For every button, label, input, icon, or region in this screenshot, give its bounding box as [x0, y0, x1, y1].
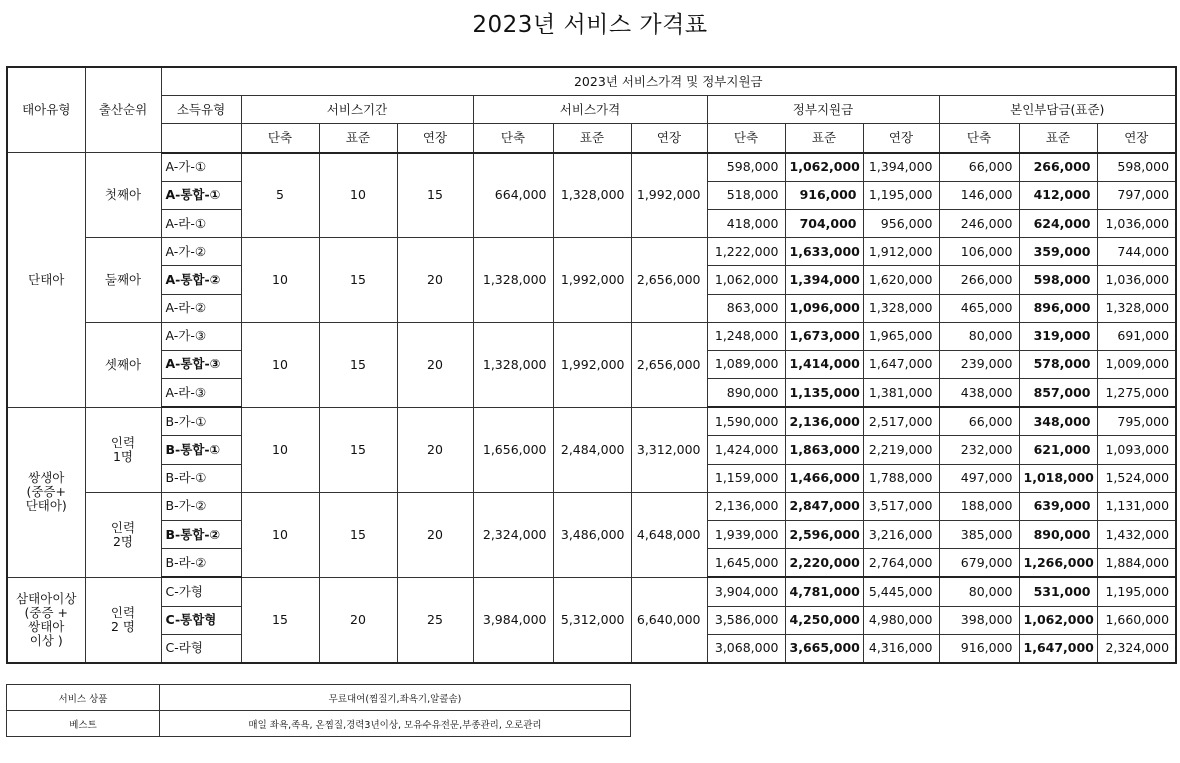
- copay-long-cell: 691,000: [1097, 322, 1176, 350]
- subsidy-std-cell: 1,466,000: [785, 464, 863, 492]
- copay-std-cell: 359,000: [1019, 238, 1097, 266]
- period-long-cell: 20: [397, 238, 473, 323]
- birth-order-cell: [85, 322, 161, 407]
- income-type-cell: C-가형: [161, 577, 241, 606]
- income-type-cell: C-라형: [161, 634, 241, 663]
- subsidy-long-cell: 3,517,000: [863, 492, 939, 520]
- price-long-cell: 4,648,000: [631, 492, 707, 577]
- copay-short-cell: 80,000: [939, 577, 1019, 606]
- page-title: 2023년 서비스 가격표: [472, 12, 708, 38]
- subsidy-long-cell: 4,316,000: [863, 634, 939, 663]
- product-value: 매일 좌욕,족욕, 온찜질,경력3년이상, 모유수유전문,부종관리, 오로관리: [160, 711, 631, 737]
- birth-order-cell: [85, 492, 161, 577]
- birth-order-line: 인력: [110, 604, 136, 620]
- subsidy-long-cell: 1,912,000: [863, 238, 939, 266]
- birth-order-line: 셋째아: [104, 356, 142, 372]
- income-type-cell: A-라-②: [161, 294, 241, 322]
- subsidy-long-cell: 5,445,000: [863, 577, 939, 606]
- fetus-type-line: 단태아): [25, 498, 67, 514]
- subsidy-short-cell: 1,089,000: [707, 350, 785, 378]
- subsidy-std-cell: 1,096,000: [785, 294, 863, 322]
- subsidy-short-cell: 1,424,000: [707, 436, 785, 464]
- copay-std-cell: 1,266,000: [1019, 549, 1097, 578]
- table-row: [7, 153, 1176, 182]
- birth-order-line: 인력: [110, 519, 136, 535]
- subsidy-short-cell: 2,136,000: [707, 492, 785, 520]
- fetus-type-line: 쌍생아: [28, 470, 65, 486]
- copay-short-cell: 66,000: [939, 407, 1019, 436]
- copay-long-cell: 795,000: [1097, 407, 1176, 436]
- copay-std-cell: 598,000: [1019, 266, 1097, 294]
- fetus-type-line: 쌍태아: [28, 618, 65, 634]
- copay-std-cell: 1,062,000: [1019, 606, 1097, 634]
- period-short-cell: 10: [241, 492, 319, 577]
- group-header-period: 서비스기간: [241, 96, 473, 124]
- price-std-cell: 1,992,000: [553, 322, 631, 407]
- birth-order-line: 2명: [112, 533, 134, 549]
- subsidy-std-cell: 1,414,000: [785, 350, 863, 378]
- group-header-copay: 본인부담금(표준): [939, 96, 1176, 124]
- income-type-cell: A-라-①: [161, 209, 241, 237]
- subsidy-std-cell: 1,863,000: [785, 436, 863, 464]
- subsidy-std-cell: 4,781,000: [785, 577, 863, 606]
- copay-std-cell: 266,000: [1019, 153, 1097, 182]
- period-short-cell: 15: [241, 577, 319, 663]
- price-short-cell: 1,328,000: [473, 322, 553, 407]
- birth-order-line: 첫째아: [104, 187, 142, 203]
- copay-short-cell: 80,000: [939, 322, 1019, 350]
- copay-short-cell: 385,000: [939, 521, 1019, 549]
- header-row-1: [7, 67, 1176, 96]
- subsidy-std-cell: 2,596,000: [785, 521, 863, 549]
- copay-std-cell: 639,000: [1019, 492, 1097, 520]
- subsidy-short-cell: 3,904,000: [707, 577, 785, 606]
- copay-std-cell: 348,000: [1019, 407, 1097, 436]
- price-long-cell: 6,640,000: [631, 577, 707, 663]
- subsidy-short-cell: 418,000: [707, 209, 785, 237]
- period-short-cell: 10: [241, 407, 319, 492]
- subsidy-std-cell: 704,000: [785, 209, 863, 237]
- copay-std-cell: 857,000: [1019, 379, 1097, 408]
- copay-std-cell: 624,000: [1019, 209, 1097, 237]
- copay-long-cell: 1,093,000: [1097, 436, 1176, 464]
- subsidy-short-cell: 1,222,000: [707, 238, 785, 266]
- subsidy-short-cell: 3,586,000: [707, 606, 785, 634]
- copay-long-cell: 1,036,000: [1097, 209, 1176, 237]
- subsidy-short-cell: 1,062,000: [707, 266, 785, 294]
- copay-std-cell: 1,647,000: [1019, 634, 1097, 663]
- product-row: [7, 711, 631, 737]
- price-long-cell: 2,656,000: [631, 322, 707, 407]
- product-row: [7, 685, 631, 711]
- copay-short-cell: 497,000: [939, 464, 1019, 492]
- period-std-cell: 15: [319, 492, 397, 577]
- subsidy-long-cell: 4,980,000: [863, 606, 939, 634]
- copay-short-cell: 232,000: [939, 436, 1019, 464]
- income-type-cell: B-라-②: [161, 549, 241, 578]
- subsidy-long-cell: 1,788,000: [863, 464, 939, 492]
- copay-long-cell: 1,009,000: [1097, 350, 1176, 378]
- copay-long-cell: 2,324,000: [1097, 634, 1176, 663]
- table-row: [7, 492, 1176, 520]
- subsidy-short-header: 단축: [707, 124, 785, 153]
- subsidy-long-header: 연장: [863, 124, 939, 153]
- subsidy-long-cell: 1,647,000: [863, 350, 939, 378]
- birth-order-line: 1명: [112, 448, 134, 464]
- price-std-cell: 1,328,000: [553, 153, 631, 238]
- subsidy-long-cell: 1,381,000: [863, 379, 939, 408]
- copay-std-cell: 412,000: [1019, 181, 1097, 209]
- period-long-cell: 20: [397, 407, 473, 492]
- copay-long-cell: 1,131,000: [1097, 492, 1176, 520]
- table-row: [7, 407, 1176, 436]
- income-type-cell: C-통합형: [161, 606, 241, 634]
- table-row: [7, 238, 1176, 266]
- copay-short-cell: 916,000: [939, 634, 1019, 663]
- subsidy-std-cell: 3,665,000: [785, 634, 863, 663]
- copay-long-cell: 1,660,000: [1097, 606, 1176, 634]
- subsidy-std-cell: 4,250,000: [785, 606, 863, 634]
- header-row-3: [7, 124, 1176, 153]
- copay-long-cell: 1,195,000: [1097, 577, 1176, 606]
- subsidy-short-cell: 1,248,000: [707, 322, 785, 350]
- group-title: 2023년 서비스가격 및 정부지원금: [161, 67, 1176, 96]
- period-short-header: 단축: [241, 124, 319, 153]
- subsidy-std-cell: 1,135,000: [785, 379, 863, 408]
- subsidy-long-cell: 3,216,000: [863, 521, 939, 549]
- price-short-cell: 2,324,000: [473, 492, 553, 577]
- copay-std-cell: 621,000: [1019, 436, 1097, 464]
- fetus-type-line: (중증+: [26, 484, 66, 500]
- copay-std-cell: 1,018,000: [1019, 464, 1097, 492]
- copay-long-cell: 1,328,000: [1097, 294, 1176, 322]
- subsidy-long-cell: 1,195,000: [863, 181, 939, 209]
- subsidy-std-cell: 1,394,000: [785, 266, 863, 294]
- subsidy-short-cell: 1,590,000: [707, 407, 785, 436]
- copay-std-header: 표준: [1019, 124, 1097, 153]
- copay-short-cell: 679,000: [939, 549, 1019, 578]
- copay-long-cell: 744,000: [1097, 238, 1176, 266]
- income-subheader-blank: [161, 124, 241, 153]
- copay-short-cell: 66,000: [939, 153, 1019, 182]
- subsidy-std-cell: 2,136,000: [785, 407, 863, 436]
- table-row: [7, 577, 1176, 606]
- period-long-cell: 25: [397, 577, 473, 663]
- copay-short-cell: 146,000: [939, 181, 1019, 209]
- price-long-cell: 2,656,000: [631, 238, 707, 323]
- subsidy-long-cell: 1,965,000: [863, 322, 939, 350]
- income-type-cell: A-통합-②: [161, 266, 241, 294]
- period-std-cell: 15: [319, 407, 397, 492]
- price-std-header: 표준: [553, 124, 631, 153]
- price-short-cell: 1,328,000: [473, 238, 553, 323]
- subsidy-short-cell: 863,000: [707, 294, 785, 322]
- subsidy-std-header: 표준: [785, 124, 863, 153]
- copay-std-cell: 896,000: [1019, 294, 1097, 322]
- col-header-type: 태아유형: [7, 67, 85, 153]
- price-std-cell: 1,992,000: [553, 238, 631, 323]
- birth-order-cell: [85, 407, 161, 492]
- period-short-cell: 10: [241, 322, 319, 407]
- group-header-price: 서비스가격: [473, 96, 707, 124]
- subsidy-short-cell: 3,068,000: [707, 634, 785, 663]
- copay-long-cell: 1,432,000: [1097, 521, 1176, 549]
- copay-long-cell: 1,036,000: [1097, 266, 1176, 294]
- price-std-cell: 2,484,000: [553, 407, 631, 492]
- period-short-cell: 10: [241, 238, 319, 323]
- col-header-income: 소득유형: [161, 96, 241, 124]
- period-long-cell: 20: [397, 322, 473, 407]
- subsidy-std-cell: 2,847,000: [785, 492, 863, 520]
- price-short-cell: 1,656,000: [473, 407, 553, 492]
- subsidy-std-cell: 1,633,000: [785, 238, 863, 266]
- period-long-cell: 20: [397, 492, 473, 577]
- copay-long-cell: 1,524,000: [1097, 464, 1176, 492]
- price-std-cell: 3,486,000: [553, 492, 631, 577]
- copay-short-cell: 398,000: [939, 606, 1019, 634]
- copay-long-cell: 1,884,000: [1097, 549, 1176, 578]
- price-long-header: 연장: [631, 124, 707, 153]
- copay-std-cell: 531,000: [1019, 577, 1097, 606]
- fetus-type-line: (중증 +: [24, 604, 68, 620]
- subsidy-std-cell: 1,062,000: [785, 153, 863, 182]
- birth-order-line: 인력: [110, 434, 136, 450]
- birth-order-line: 둘째아: [104, 271, 142, 287]
- price-short-header: 단축: [473, 124, 553, 153]
- income-type-cell: A-통합-①: [161, 181, 241, 209]
- period-std-cell: 15: [319, 238, 397, 323]
- copay-short-cell: 465,000: [939, 294, 1019, 322]
- income-type-cell: B-가-①: [161, 407, 241, 436]
- product-value: 무료대여(찜질기,좌욕기,알콜솜): [160, 685, 631, 711]
- price-long-cell: 1,992,000: [631, 153, 707, 238]
- price-long-cell: 3,312,000: [631, 407, 707, 492]
- copay-long-cell: 1,275,000: [1097, 379, 1176, 408]
- fetus-type-cell: [7, 577, 85, 663]
- birth-order-cell: [85, 153, 161, 238]
- period-std-cell: 15: [319, 322, 397, 407]
- product-label: 베스트: [7, 711, 160, 737]
- subsidy-long-cell: 1,620,000: [863, 266, 939, 294]
- copay-std-cell: 578,000: [1019, 350, 1097, 378]
- period-std-cell: 10: [319, 153, 397, 238]
- income-type-cell: B-통합-①: [161, 436, 241, 464]
- copay-short-cell: 266,000: [939, 266, 1019, 294]
- copay-short-cell: 246,000: [939, 209, 1019, 237]
- subsidy-std-cell: 1,673,000: [785, 322, 863, 350]
- birth-order-cell: [85, 238, 161, 323]
- birth-order-line: 2 명: [110, 618, 135, 634]
- subsidy-short-cell: 890,000: [707, 379, 785, 408]
- period-long-cell: 15: [397, 153, 473, 238]
- fetus-type-line: 이상 ): [29, 632, 63, 648]
- copay-short-header: 단축: [939, 124, 1019, 153]
- subsidy-std-cell: 916,000: [785, 181, 863, 209]
- price-std-cell: 5,312,000: [553, 577, 631, 663]
- income-type-cell: A-라-③: [161, 379, 241, 408]
- fetus-type-cell: [7, 407, 85, 577]
- period-std-cell: 20: [319, 577, 397, 663]
- fetus-type-cell: [7, 153, 85, 408]
- income-type-cell: B-통합-②: [161, 521, 241, 549]
- copay-std-cell: 890,000: [1019, 521, 1097, 549]
- price-table: [6, 66, 1177, 664]
- header-row-2: [7, 96, 1176, 124]
- period-short-cell: 5: [241, 153, 319, 238]
- subsidy-short-cell: 518,000: [707, 181, 785, 209]
- income-type-cell: B-가-②: [161, 492, 241, 520]
- income-type-cell: A-가-③: [161, 322, 241, 350]
- price-short-cell: 3,984,000: [473, 577, 553, 663]
- subsidy-short-cell: 1,159,000: [707, 464, 785, 492]
- copay-std-cell: 319,000: [1019, 322, 1097, 350]
- subsidy-short-cell: 598,000: [707, 153, 785, 182]
- period-std-header: 표준: [319, 124, 397, 153]
- col-header-order: 출산순위: [85, 67, 161, 153]
- period-long-header: 연장: [397, 124, 473, 153]
- copay-short-cell: 438,000: [939, 379, 1019, 408]
- income-type-cell: A-가-②: [161, 238, 241, 266]
- fetus-type-line: 단태아: [28, 271, 65, 287]
- subsidy-long-cell: 2,764,000: [863, 549, 939, 578]
- product-table: [6, 684, 631, 737]
- copay-short-cell: 239,000: [939, 350, 1019, 378]
- subsidy-long-cell: 2,517,000: [863, 407, 939, 436]
- price-short-cell: 664,000: [473, 153, 553, 238]
- subsidy-short-cell: 1,645,000: [707, 549, 785, 578]
- product-label: 서비스 상품: [7, 685, 160, 711]
- birth-order-cell: [85, 577, 161, 663]
- income-type-cell: B-라-①: [161, 464, 241, 492]
- subsidy-long-cell: 956,000: [863, 209, 939, 237]
- table-row: [7, 322, 1176, 350]
- subsidy-long-cell: 1,394,000: [863, 153, 939, 182]
- subsidy-std-cell: 2,220,000: [785, 549, 863, 578]
- fetus-type-line: 삼태아이상: [16, 590, 77, 606]
- copay-long-cell: 598,000: [1097, 153, 1176, 182]
- income-type-cell: A-통합-③: [161, 350, 241, 378]
- group-header-subsidy: 정부지원금: [707, 96, 939, 124]
- subsidy-long-cell: 1,328,000: [863, 294, 939, 322]
- subsidy-short-cell: 1,939,000: [707, 521, 785, 549]
- copay-short-cell: 106,000: [939, 238, 1019, 266]
- copay-long-cell: 797,000: [1097, 181, 1176, 209]
- copay-short-cell: 188,000: [939, 492, 1019, 520]
- income-type-cell: A-가-①: [161, 153, 241, 182]
- copay-long-header: 연장: [1097, 124, 1176, 153]
- subsidy-long-cell: 2,219,000: [863, 436, 939, 464]
